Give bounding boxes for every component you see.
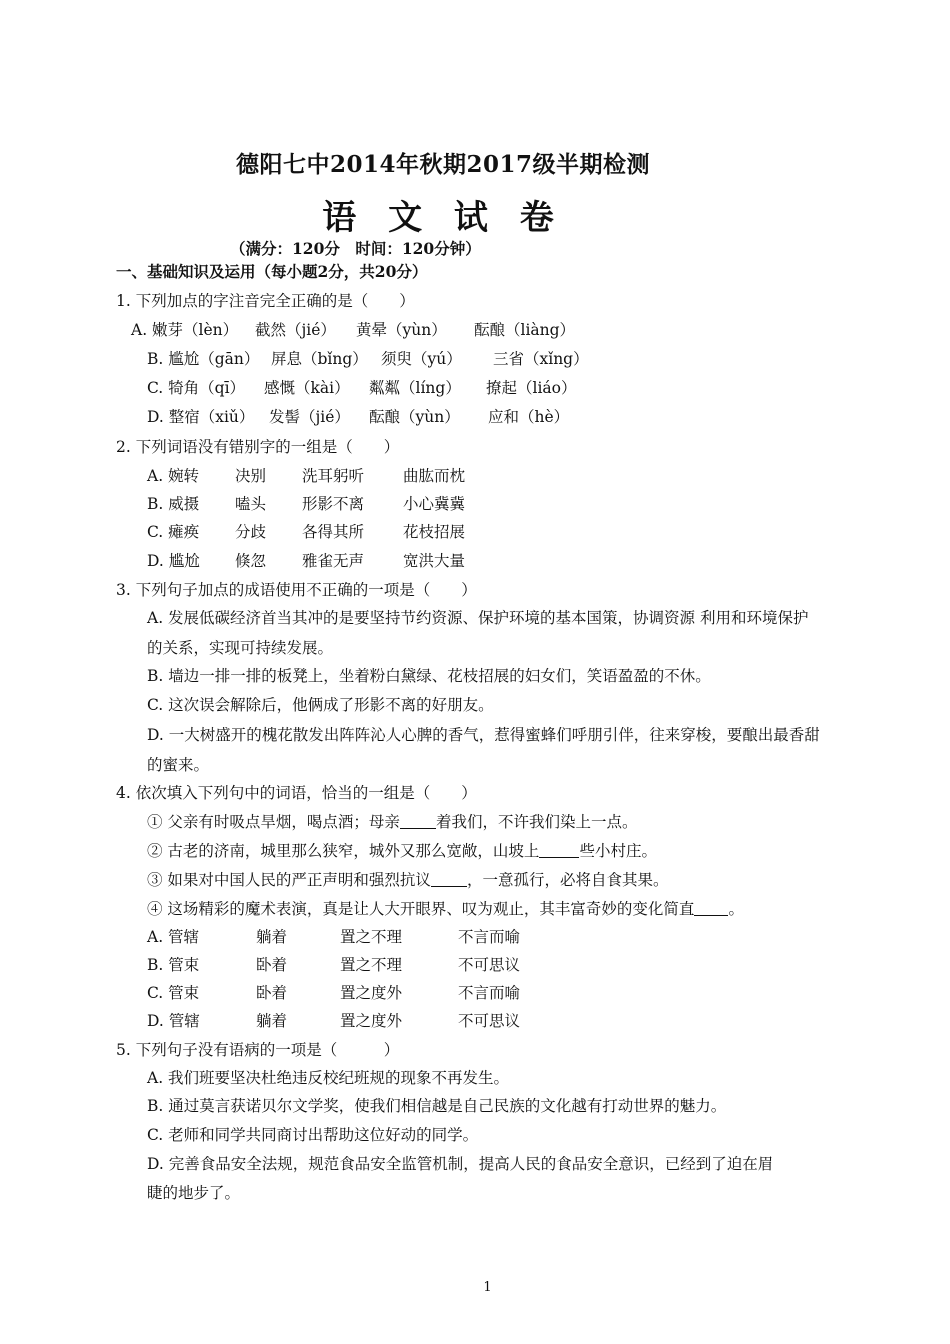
page-number: 1 [483,1280,492,1295]
option-item: 酝酿（yùn） [369,408,460,426]
question-4-stem: 4. 依次填入下列句中的词语，恰当的一组是（ ） [116,784,477,802]
option-item: D. 整宿（xiǔ） [147,408,255,426]
question-5-option-d-line1: D. 完善食品安全法规，规范食品安全监管机制，提高人民的食品安全意识，已经到了迫在眉 [147,1155,774,1173]
option-item: A. 嫩芽（lèn） [131,321,239,339]
option-item: 置之不理 [340,928,403,946]
question-3-option-a-line1: A. 发展低碳经济首当其冲的是要坚持节约资源、保护环境的基本国策，协调资源 利用和环境保护 [147,609,809,627]
option-item: 小心冀冀 [403,495,466,513]
option-item: 置之不理 [340,956,403,974]
question-5-option-c: C. 老师和同学共同商讨出帮助这位好动的同学。 [147,1126,479,1144]
sentence-text: 。 [728,900,744,918]
question-3-option-a-line2: 的关系，实现可持续发展。 [147,639,334,657]
option-item: A. 管辖 [147,928,200,946]
option-item: 不可思议 [458,1012,521,1030]
sentence-text: ③ 如果对中国人民的严正声明和强烈抗议 [147,871,431,889]
question-3-option-b: B. 墙边一排一排的板凳上，坐着粉白黛绿、花枝招展的妇女们，笑语盈盈的不休。 [147,667,711,685]
option-item: 三省（xǐng） [493,350,589,368]
option-item: A. 婉转 [147,467,200,485]
option-item: 截然（jié） [255,321,336,339]
sentence-text: 些小村庄。 [579,842,657,860]
exam-header-title: 德阳七中2014年秋期2017级半期检测 [235,151,651,178]
question-2-stem: 2. 下列词语没有错别字的一组是（ ） [116,438,400,456]
option-item: C. 犄角（qī） [147,379,246,397]
option-item: 感慨（kài） [264,379,350,397]
option-item: C. 管束 [147,984,200,1002]
option-item: 躺着 [256,1012,288,1030]
question-4-sentence-2 [147,840,657,862]
question-3-option-d-line2: 的蜜来。 [147,756,210,774]
option-item: 不可思议 [458,956,521,974]
option-item: 躺着 [256,928,288,946]
option-item: 黄晕（yùn） [356,321,447,339]
option-item: 宽洪大量 [403,552,466,570]
option-item: 嗑头 [235,495,267,513]
question-5-option-a: A. 我们班要坚决杜绝违反校纪班规的现象不再发生。 [147,1069,510,1087]
option-item: 各得其所 [302,523,365,541]
question-5-option-b: B. 通过莫言获诺贝尔文学奖，使我们相信越是自己民族的文化越有打动世界的魅力。 [147,1097,727,1115]
option-item: 倏忽 [235,552,267,570]
option-item: 曲肱而枕 [403,467,466,485]
question-5-option-d-line2: 睫的地步了。 [147,1184,241,1202]
option-item: 卧着 [256,984,288,1002]
option-item: 洗耳躬听 [302,467,365,485]
option-item: 卧着 [256,956,288,974]
option-item: 须臾（yú） [381,350,462,368]
question-4-sentence-4 [147,898,744,920]
sentence-text: ② 古老的济南，城里那么狭窄，城外又那么宽敞，山坡上 [147,842,540,860]
sentence-text: ① 父亲有时吸点旱烟，喝点酒；母亲 [147,813,400,831]
question-1-stem: 1. 下列加点的字注音完全正确的是（ ） [116,292,415,310]
option-item: 形影不离 [302,495,365,513]
option-item: 不言而喻 [458,928,521,946]
option-item: 雅雀无声 [302,552,365,570]
option-item: 置之度外 [340,984,403,1002]
option-item: 酝酿（liàng） [474,321,576,339]
exam-subject-title: 语 文 试 卷 [322,198,564,238]
option-item: 花枝招展 [403,523,466,541]
option-item: B. 管束 [147,956,200,974]
sentence-text: 着我们，不许我们染上一点。 [435,813,638,831]
fill-blank [400,812,436,829]
option-item: B. 威摄 [147,495,200,513]
question-4-sentence-1 [147,811,637,833]
option-item: 分歧 [235,523,267,541]
option-item: D. 尴尬 [147,552,200,570]
fill-blank [431,870,467,887]
section-heading: 一、基础知识及运用（每小题2分，共20分） [116,262,428,281]
question-4-sentence-3 [147,869,668,891]
option-item: 不言而喻 [458,984,521,1002]
option-item: 发髻（jié） [269,408,350,426]
option-item: D. 管辖 [147,1012,200,1030]
option-item: 屏息（bǐng） [271,350,368,368]
option-item: B. 尴尬（gān） [147,350,260,368]
question-5-stem: 5. 下列句子没有语病的一项是（ ） [116,1041,400,1059]
question-3-option-c: C. 这次误会解除后，他俩成了形影不离的好朋友。 [147,696,494,714]
option-item: 应和（hè） [488,408,570,426]
fill-blank [694,899,728,916]
question-3-option-d-line1: D. 一大树盛开的槐花散发出阵阵沁人心脾的香气，惹得蜜蜂们呼朋引伴，往来穿梭，要酿出最香甜 [147,726,820,744]
sentence-text: ④ 这场精彩的魔术表演，真是让人大开眼界、叹为观止，其丰富奇妙的变化简直 [147,900,695,918]
option-item: 粼粼（líng） [369,379,461,397]
option-item: 置之度外 [340,1012,403,1030]
score-time-line: （满分：120分 时间：120分钟） [230,239,481,258]
option-item: 决别 [235,467,267,485]
sentence-text: ，一意孤行，必将自食其果。 [466,871,669,889]
option-item: C. 瘫痪 [147,523,200,541]
option-item: 撩起（liáo） [486,379,577,397]
question-3-stem: 3. 下列句子加点的成语使用不正确的一项是（ ） [116,581,477,599]
fill-blank [539,841,579,858]
